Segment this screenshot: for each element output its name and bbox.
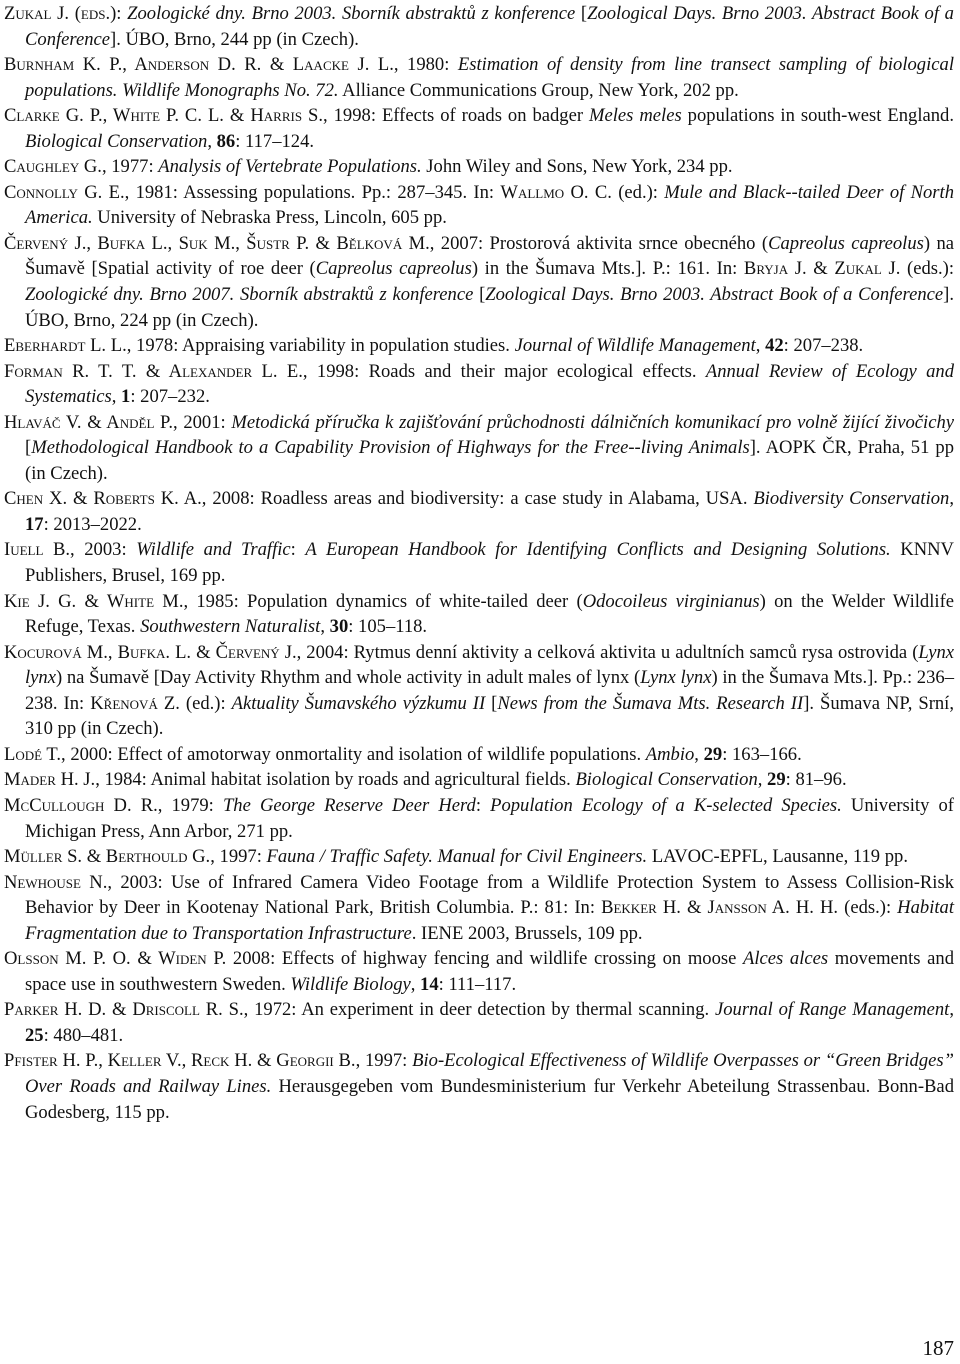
italic-run: Zoologické dny. Brno 2007. Sborník abstraktů z konference bbox=[25, 284, 474, 306]
reference-entry bbox=[4, 640, 954, 742]
author-names: Olsson M. P. O. & Widen P. bbox=[4, 948, 227, 970]
text-run: John Wiley and Sons, New York, 234 pp. bbox=[421, 156, 733, 178]
text-run: ]. Šumava NP, Srní, 310 pp (in Czech). bbox=[25, 692, 955, 740]
reference-entry bbox=[4, 844, 954, 870]
text-run: [ bbox=[473, 284, 486, 306]
text-run: , 1980: bbox=[393, 54, 458, 76]
italic-run: Estimation of density from line transect sampling of biological populations. Wildlife Monographs No. 72. bbox=[25, 54, 954, 101]
italic-run: Fauna / Traffic Safety. Manual for Civil Engineers. bbox=[266, 846, 648, 868]
text-run: ]. ÚBO, Brno, 224 pp (in Czech). bbox=[25, 284, 955, 331]
reference-entry bbox=[4, 410, 954, 487]
italic-run: Journal of Wildlife Management bbox=[514, 335, 756, 357]
volume-number: 1 bbox=[121, 386, 131, 408]
text-run: , 1998: Effects of roads on badger bbox=[323, 105, 590, 127]
italic-run: Zoologické dny. Brno 2003. Sborník abstraktů z konference bbox=[127, 3, 576, 24]
italic-run: Lynx lynx bbox=[640, 667, 712, 689]
author-names: Bekker H. & Jansson A. H. H. bbox=[601, 897, 839, 919]
author-names: Forman R. T. T. & Alexander L. E. bbox=[4, 360, 303, 382]
text-run: : bbox=[475, 794, 491, 816]
text-run: , 2007: Prostorová aktivita srnce obecného ( bbox=[429, 232, 769, 254]
italic-run: Methodological Handbook to a Capability Provision of Highways for the Free--living Animals bbox=[31, 437, 750, 459]
italic-run: Zoological Days. Brno 2003. Abstract Book of a Conference bbox=[25, 3, 954, 50]
text-run: : bbox=[290, 539, 306, 561]
italic-run: Metodická příručka k zajišťování průchodnosti dálničních komunikací pro volně žijící živočichy bbox=[231, 411, 954, 433]
italic-run: Biological Conservation bbox=[25, 130, 208, 152]
author-names: Clarke G. P., White P. C. L. & Harris S. bbox=[4, 105, 324, 127]
text-run: , bbox=[694, 743, 704, 765]
italic-run: Journal of Range Management bbox=[714, 999, 950, 1021]
author-names: Kie J. G. & White M. bbox=[4, 590, 184, 612]
text-run: ) na Šumavě [Spatial activity of roe deer ( bbox=[25, 232, 954, 280]
text-run: : 207–232. bbox=[130, 386, 210, 408]
text-run: , bbox=[207, 130, 217, 152]
italic-run: Odocoileus virginianus bbox=[582, 590, 760, 612]
text-run: : 207–238. bbox=[783, 335, 864, 357]
reference-entry bbox=[4, 767, 954, 793]
reference-entry bbox=[4, 537, 954, 588]
text-run: : 480–481. bbox=[43, 1024, 124, 1046]
text-run: , 2000: Effect of amotorway onmortality and isolation of wildlife populations. bbox=[61, 743, 646, 765]
reference-entry bbox=[4, 997, 954, 1048]
text-run: LAVOC-EPFL, Lausanne, 119 pp. bbox=[647, 846, 908, 868]
author-names: Burnham K. P., Anderson D. R. & Laacke J. L. bbox=[4, 54, 394, 76]
italic-run: A European Handbook for Identifying Conflicts and Designing Solutions. bbox=[305, 539, 891, 561]
reference-entry bbox=[4, 793, 954, 844]
author-names: Connolly G. E. bbox=[4, 181, 125, 203]
text-run: ) in the Šumava Mts.]. P.: 161. In: bbox=[471, 258, 744, 280]
reference-entry bbox=[4, 589, 954, 640]
author-names: Pfister H. P., Keller V., Reck H. & Georgii B. bbox=[4, 1050, 356, 1072]
reference-entry bbox=[4, 946, 954, 997]
text-run: ]. ÚBO, Brno, 244 pp (in Czech). bbox=[110, 28, 359, 50]
text-run: populations in south-west England. bbox=[681, 105, 954, 127]
reference-entry bbox=[4, 333, 954, 359]
italic-run: Wildlife and Traffic bbox=[136, 539, 291, 561]
reference-entry bbox=[4, 103, 954, 154]
italic-run: Capreolus capreolus bbox=[768, 232, 924, 254]
italic-run: Alces alces bbox=[743, 948, 829, 970]
text-run: Alliance Communications Group, New York, 202 pp. bbox=[338, 79, 739, 101]
italic-run: Southwestern Naturalist bbox=[140, 616, 321, 638]
text-run: [ bbox=[575, 3, 588, 24]
text-run: , 1984: Animal habitat isolation by roads and agricultural fields. bbox=[95, 769, 576, 791]
volume-number: 30 bbox=[329, 616, 349, 638]
text-run: (ed.): bbox=[611, 181, 665, 203]
author-names: Caughley G. bbox=[4, 156, 102, 178]
author-names: Eberhardt L. L. bbox=[4, 335, 127, 357]
author-names: Mader H. J. bbox=[4, 769, 96, 791]
reference-list bbox=[4, 1, 954, 1125]
text-run: (eds.): bbox=[838, 897, 898, 919]
text-run: , 1979: bbox=[157, 794, 223, 816]
text-run: ) on the Welder Wildlife Refuge, Texas. bbox=[25, 590, 955, 638]
text-run: [ bbox=[485, 692, 498, 714]
text-run: KNNV Publishers, Brusel, 169 pp. bbox=[25, 539, 954, 587]
author-names: Chen X. & Roberts K. A. bbox=[4, 488, 202, 510]
author-names: Bryja J. & Zukal J. bbox=[743, 258, 901, 280]
italic-run: Analysis of Vertebrate Populations. bbox=[158, 156, 422, 178]
italic-run: News from the Šumava Mts. Research II bbox=[497, 692, 804, 714]
text-run: ) na Šumavě [Day Activity Rhythm and whole activity in adult males of lynx ( bbox=[55, 667, 641, 689]
text-run: , 1997: bbox=[355, 1050, 413, 1072]
text-run: 2008: Effects of highway fencing and wildlife crossing on moose bbox=[226, 948, 744, 970]
reference-entry bbox=[4, 180, 954, 231]
text-run: , bbox=[757, 769, 768, 791]
text-run: Herausgegeben vom Bundesministerium fur Verkehr Abeteilung Strassenbau. Bonn-Bad Godesberg, 115 pp. bbox=[25, 1075, 954, 1123]
italic-run: Habitat Fragmentation due to Transportation Infrastructure bbox=[25, 897, 954, 944]
italic-run: Bio-Ecological Effectiveness of Wildlife Overpasses or “Green Bridges” Over Roads and Railway Lines. bbox=[25, 1050, 954, 1097]
text-run: : 163–166. bbox=[722, 743, 802, 765]
volume-number: 29 bbox=[767, 769, 786, 791]
author-names: Newhouse N. bbox=[4, 871, 108, 893]
text-run: : 117–124. bbox=[235, 130, 315, 152]
text-run: . IENE 2003, Brussels, 109 pp. bbox=[411, 922, 643, 944]
author-names: Lodé T. bbox=[4, 743, 62, 765]
text-run: : 2013–2022. bbox=[43, 513, 142, 535]
italic-run: Wildlife Biology bbox=[290, 973, 411, 995]
text-run: movements and space use in southwestern Sweden. bbox=[25, 948, 954, 995]
text-run: University of Michigan Press, Ann Arbor, 271 pp. bbox=[25, 794, 954, 842]
reference-entry bbox=[4, 486, 954, 537]
text-run: , 1972: An experiment in deer detection by thermal scanning. bbox=[243, 999, 715, 1021]
text-run: : 111–117. bbox=[438, 973, 517, 995]
volume-number: 25 bbox=[25, 1024, 44, 1046]
text-run: , 2008: Roadless areas and biodiversity: a case study in Alabama, USA. bbox=[201, 488, 754, 510]
reference-entry bbox=[4, 154, 954, 180]
text-run: (eds.): bbox=[900, 258, 954, 280]
text-run: [ bbox=[25, 437, 32, 459]
italic-run: Meles meles bbox=[589, 105, 682, 127]
text-run: , 2003: bbox=[70, 539, 137, 561]
italic-run: The George Reserve Deer Herd bbox=[222, 794, 476, 816]
reference-entry bbox=[4, 359, 954, 410]
reference-entry bbox=[4, 742, 954, 768]
text-run: , 2003: Use of Infrared Camera Video Footage from a Wildlife Protection System to Assess Collision-Risk Behavior by Deer in Kootenay National Park, British Columbia. P.: 81: In: bbox=[25, 871, 954, 919]
text-run: : 81–96. bbox=[785, 769, 847, 791]
author-names: Parker H. D. & Driscoll R. S. bbox=[4, 999, 244, 1021]
italic-run: Zoological Days. Brno 2003. Abstract Book of a Conference bbox=[485, 284, 944, 306]
author-names: Kocurová M., Bufka. L. & Červený J. bbox=[4, 641, 297, 663]
italic-run: Biodiversity Conservation bbox=[753, 488, 950, 510]
volume-number: 14 bbox=[420, 973, 439, 995]
italic-run: Aktuality Šumavského výzkumu II bbox=[231, 692, 486, 714]
text-run: , bbox=[320, 616, 330, 638]
author-names: Müller S. & Berthould G. bbox=[4, 846, 211, 868]
text-run: , bbox=[949, 488, 954, 510]
volume-number: 86 bbox=[216, 130, 236, 152]
text-run: ) in the Šumava Mts.]. Pp.: 236–238. In: bbox=[25, 667, 954, 714]
reference-entry bbox=[4, 231, 954, 333]
text-run: , 2004: Rytmus denní aktivity a celková aktivita u adultních samců rysa ostrovida ( bbox=[296, 641, 919, 663]
text-run: , 1978: Appraising variability in population studies. bbox=[126, 335, 515, 357]
text-run: , 1998: Roads and their major ecological effects. bbox=[302, 360, 706, 382]
author-names: Zukal J. (eds.): bbox=[4, 3, 128, 24]
italic-run: Capreolus capreolus bbox=[315, 258, 472, 280]
italic-run: Lynx lynx bbox=[25, 641, 954, 689]
italic-run: Mule and Black--tailed Deer of North America. bbox=[25, 181, 954, 229]
reference-entry bbox=[4, 52, 954, 103]
volume-number: 42 bbox=[765, 335, 784, 357]
text-run: , bbox=[949, 999, 954, 1021]
text-run: , 1977: bbox=[101, 156, 159, 178]
italic-run: Annual Review of Ecology and Systematics bbox=[25, 360, 955, 408]
text-run: (ed.): bbox=[179, 692, 232, 714]
author-names: McCullough D. R. bbox=[4, 794, 158, 816]
text-run: , bbox=[755, 335, 766, 357]
italic-run: Ambio bbox=[645, 743, 695, 765]
reference-entry bbox=[4, 1048, 954, 1125]
author-names: Křenová Z. bbox=[90, 692, 180, 714]
text-run: , 1981: Assessing populations. Pp.: 287–345. In: bbox=[124, 181, 501, 203]
text-run: , bbox=[410, 973, 421, 995]
author-names: Červený J., Bufka L., Suk M., Šustr P. & Bělková M. bbox=[4, 232, 430, 254]
author-names: Hlaváč V. & Anděl P. bbox=[4, 411, 173, 433]
author-names: Wallmo O. C. bbox=[500, 181, 612, 203]
italic-run: Biological Conservation bbox=[575, 769, 758, 791]
text-run: ]. AOPK ČR, Praha, 51 pp (in Czech). bbox=[25, 437, 954, 484]
author-names: Iuell B. bbox=[4, 539, 71, 561]
reference-entry bbox=[4, 870, 954, 947]
text-run: : 105–118. bbox=[348, 616, 428, 638]
text-run: University of Nebraska Press, Lincoln, 605 pp. bbox=[92, 207, 447, 229]
reference-entry bbox=[4, 1, 954, 52]
text-run: , bbox=[111, 386, 122, 408]
text-run: , 2001: bbox=[173, 411, 232, 433]
italic-run: Population Ecology of a K-selected Species. bbox=[490, 794, 842, 816]
text-run: , 1997: bbox=[210, 846, 267, 868]
text-run: , 1985: Population dynamics of white-tailed deer ( bbox=[183, 590, 583, 612]
volume-number: 17 bbox=[25, 513, 44, 535]
volume-number: 29 bbox=[703, 743, 723, 765]
page-number: 187 bbox=[922, 1336, 954, 1360]
